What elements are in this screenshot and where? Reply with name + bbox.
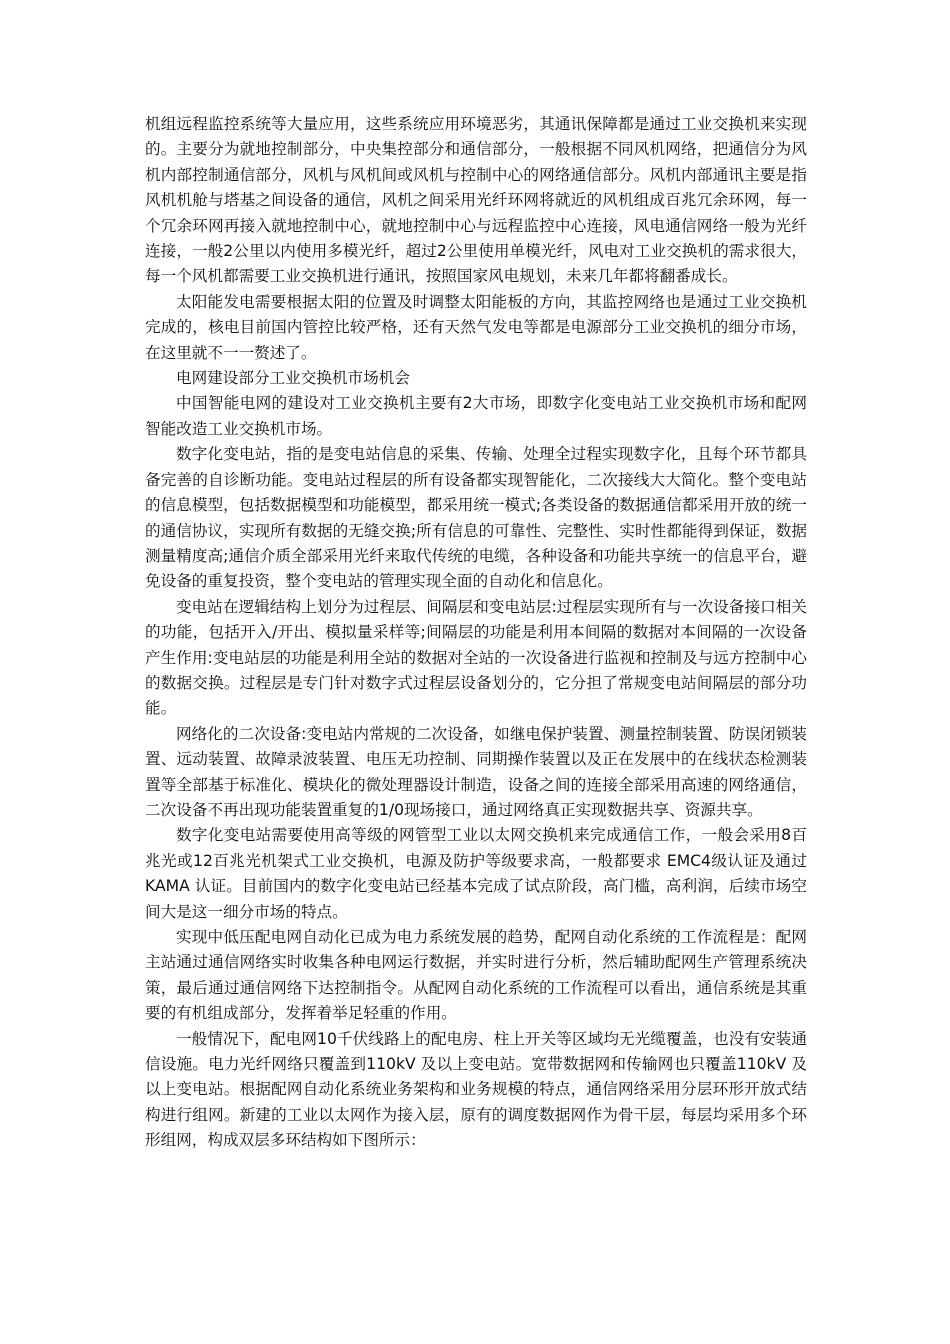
paragraph-1: 机组远程监控系统等大量应用，这些系统应用环境恶劣，其通讯保障都是通过工业交换机来实现的。主要分为就地控制部分，中央集控部分和通信部分，一般根据不同风机网络，把通信分为风机内部控制通信部分，风机与风机间或风机与控制中心的网络通信部分。风机内部通讯主要是指风机机舱与塔基之间设备的通信，风机之间采用光纤环网将就近的风机组成百兆冗余环网，每一个冗余环网再接入就地控制中心，就地控制中心与远程监控中心连接，风电通信网络一般为光纤连接，一般2公里以内使用多模光纤，超过2公里使用单模光纤，风电对工业交换机的需求很大，每一个风机都需要工业交换机进行通讯，按照国家风电规划，未来几年都将翻番成长。 bbox=[145, 115, 807, 286]
paragraph-7: 网络化的二次设备:变电站内常规的二次设备，如继电保护装置、测量控制装置、防误闭锁装置、远动装置、故障录波装置、电压无功控制、同期操作装置以及正在发展中的在线状态检测装置等全部基于标准化、模块化的微处理器设计制造，设备之间的连接全部采用高速的网络通信，二次设备不再出现功能装置重复的1/0现场接口，通过网络真正实现数据共享、资源共享。 bbox=[145, 724, 807, 819]
paragraph-5: 数字化变电站，指的是变电站信息的采集、传输、处理全过程实现数字化，且每个环节都具备完善的自诊断功能。变电站过程层的所有设备都实现智能化，二次接线大大简化。整个变电站的信息模型，包括数据模型和功能模型，都采用统一模式;各类设备的数据通信都采用开放的统一的通信协议，实现所有数据的无缝交换;所有信息的可靠性、完整性、实时性都能得到保证，数据测量精度高;通信介质全部采用光纤来取代传统的电缆，各种设备和功能共享统一的信息平台，避免设备的重复投资，整个变电站的管理实现全面的自动化和信息化。 bbox=[145, 445, 807, 591]
paragraph-4: 中国智能电网的建设对工业交换机主要有2大市场，即数字化变电站工业交换机市场和配网智能改造工业交换机市场。 bbox=[145, 394, 807, 438]
paragraph-8: 数字化变电站需要使用高等级的网管型工业以太网交换机来完成通信工作，一般会采用8百兆光或12百兆光机架式工业交换机，电源及防护等级要求高，一般都要求 EMC4级认证及通过 KAMA 认证。目前国内的数字化变电站已经基本完成了试点阶段，高门槛，高利润，后续市场空间大是这一细分市场的特点。 bbox=[145, 826, 807, 921]
paragraph-9: 实现中低压配电网自动化已成为电力系统发展的趋势，配网自动化系统的工作流程是：配网主站通过通信网络实时收集各种电网运行数据，并实时进行分析，然后辅助配网生产管理系统决策，最后通过通信网络下达控制指令。从配网自动化系统的工作流程可以看出，通信系统是其重要的有机组成部分，发挥着举足轻重的作用。 bbox=[145, 928, 807, 1023]
paragraph-6: 变电站在逻辑结构上划分为过程层、间隔层和变电站层:过程层实现所有与一次设备接口相关的功能，包括开入/开出、模拟量采样等;间隔层的功能是利用本间隔的数据对本间隔的一次设备产生作用:变电站层的功能是利用全站的数据对全站的一次设备进行监视和控制及与远方控制中心的数据交换。过程层是专门针对数字式过程层设备划分的，它分担了常规变电站间隔层的部分功能。 bbox=[145, 597, 807, 718]
paragraph-10: 一般情况下，配电网10千伏线路上的配电房、柱上开关等区域均无光缆覆盖，也没有安装通信设施。电力光纤网络只覆盖到110kV 及以上变电站。宽带数据网和传输网也只覆盖110kV 及以上变电站。根据配网自动化系统业务架构和业务规模的特点，通信网络采用分层环形开放式结构进行组网。新建的工业以太网作为接入层，原有的调度数据网作为骨干层，每层均采用多个环形组网，构成双层多环结构如下图所示： bbox=[145, 1029, 807, 1150]
section-heading: 电网建设部分工业交换机市场机会 bbox=[176, 369, 410, 388]
document-body bbox=[145, 112, 807, 1154]
paragraph-2: 太阳能发电需要根据太阳的位置及时调整太阳能板的方向，其监控网络也是通过工业交换机完成的，核电目前国内管控比较严格，还有天然气发电等都是电源部分工业交换机的细分市场，在这里就不一一赘述了。 bbox=[145, 292, 807, 362]
